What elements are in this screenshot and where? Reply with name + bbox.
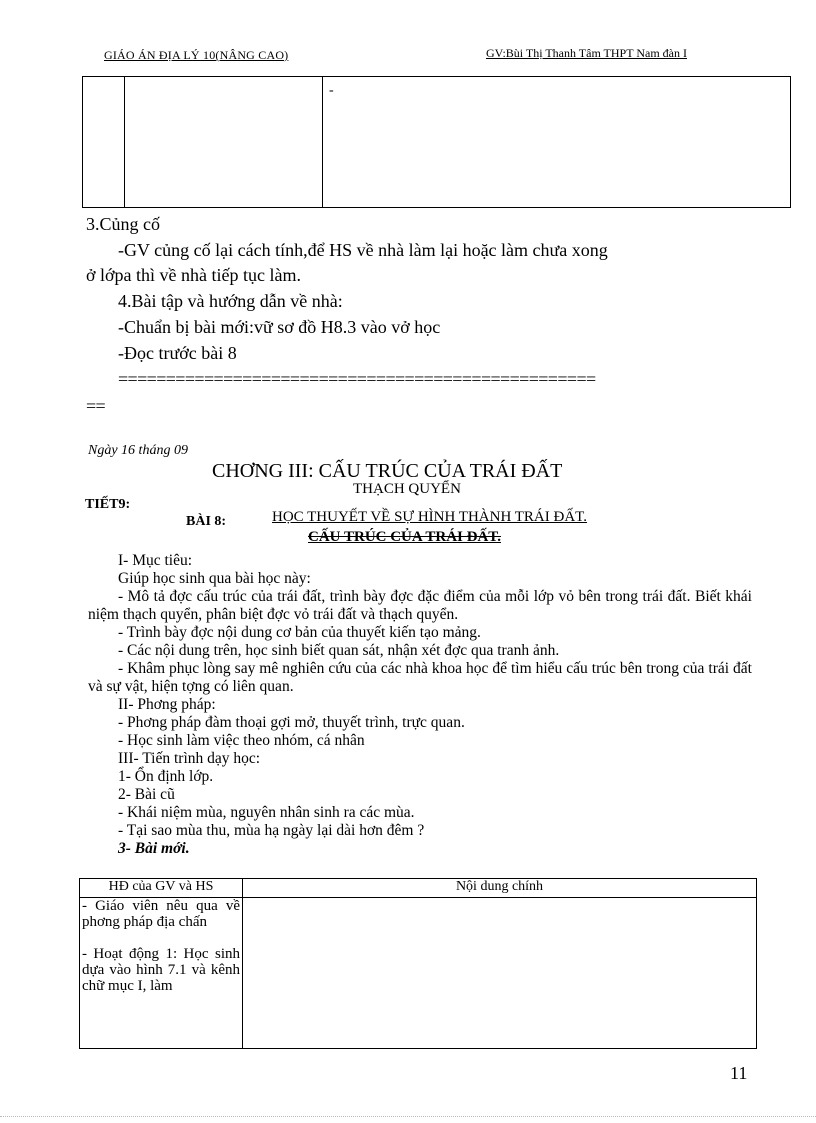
homework-item-2: -Đọc trước bài 8 [118,343,237,363]
method-1: - Phơng pháp đàm thoại gợi mở, thuyết trình, trực quan. [118,714,465,731]
separator-line: ================================================== [118,369,596,389]
objectives-intro: Giúp học sinh qua bài học này: [118,570,311,587]
header-left: GIÁO ÁN ĐỊA LÝ 10(NÂNG CAO) [104,48,289,62]
objective-1: - Mô tả đợc cấu trúc của trái đất, trình bày đợc đặc điểm của mỗi lớp vỏ bên trong trái đất. Biết khái niệm thạch quyển, phân biệt đợc vỏ trái đất và thạch quyển. [88,588,752,623]
col-header-activities: HĐ của GV và HS [80,879,243,898]
table1-cell-3 [323,77,791,208]
chapter-subtitle: THẠCH QUYỂN [353,481,461,497]
page-number: 11 [730,1063,748,1083]
cungco-line1: -GV củng cố lại cách tính,để HS về nhà làm lại hoặc làm chưa xong [118,240,608,260]
objective-2: - Trình bày đợc nội dung cơ bản của thuyết kiến tạo mảng. [118,624,481,641]
col-header-content: Nội dung chính [243,879,757,898]
activity-2: - Hoạt động 1: Học sinh dựa vào hình 7.1 và kênh chữ mục I, làm [82,946,240,994]
table1-dash: - [329,83,334,98]
activity-cell [80,898,243,1049]
review-question-2: - Tại sao mùa thu, mùa hạ ngày lại dài hơn đêm ? [118,822,425,839]
header-right: GV:Bùi Thị Thanh Tâm THPT Nam đàn I [486,46,687,60]
cungco-line2: ở lớpa thì về nhà tiếp tục làm. [86,265,301,285]
objectives-heading: I- Mục tiêu: [118,552,193,569]
process-step-2: 2- Bài cũ [118,786,175,803]
page-bottom-border [0,1116,816,1117]
objective-3: - Các nội dung trên, học sinh biết quan sát, nhận xét đợc qua tranh ảnh. [118,642,560,659]
cungco-title: 3.Củng cố [86,214,160,234]
lesson-title-2: CẤU TRÚC CỦA TRÁI ĐẤT. [308,529,501,545]
activity-1: - Giáo viên nêu qua về phơng pháp địa chấn [82,898,240,930]
chapter-title: CHƠNG III: CẤU TRÚC CỦA TRÁI ĐẤT [212,460,563,482]
table1-cell-1 [83,77,125,208]
objective-4: - Khâm phục lòng say mê nghiên cứu của các nhà khoa học để tìm hiểu cấu trúc bên trong của trái đất và sự vật, hiện tợng có liên quan. [88,660,752,695]
separator-line-end: == [86,396,106,416]
lesson-title-1: HỌC THUYẾT VỀ SỰ HÌNH THÀNH TRÁI ĐẤT. [272,509,587,525]
activity-table [79,878,757,1049]
homework-title: 4.Bài tập và hướng dẫn về nhà: [118,291,343,311]
content-cell [243,898,757,1049]
method-2: - Học sinh làm việc theo nhóm, cá nhân [118,732,365,749]
methods-heading: II- Phơng pháp: [118,696,216,713]
review-question-1: - Khái niệm mùa, nguyên nhân sinh ra các mùa. [118,804,415,821]
period-label: TIẾT9: [85,497,131,512]
process-heading: III- Tiến trình dạy học: [118,750,261,767]
table1-cell-2 [125,77,323,208]
continuation-table [82,76,791,208]
lesson-number: BÀI 8: [186,514,227,529]
lesson-body [88,552,752,858]
homework-item-1: -Chuẩn bị bài mới:vữ sơ đồ H8.3 vào vở học [118,317,441,337]
new-lesson-heading: 3- Bài mới. [118,840,190,857]
process-step-1: 1- Ổn định lớp. [118,768,214,785]
lesson-date: Ngày 16 tháng 09 [88,443,188,458]
